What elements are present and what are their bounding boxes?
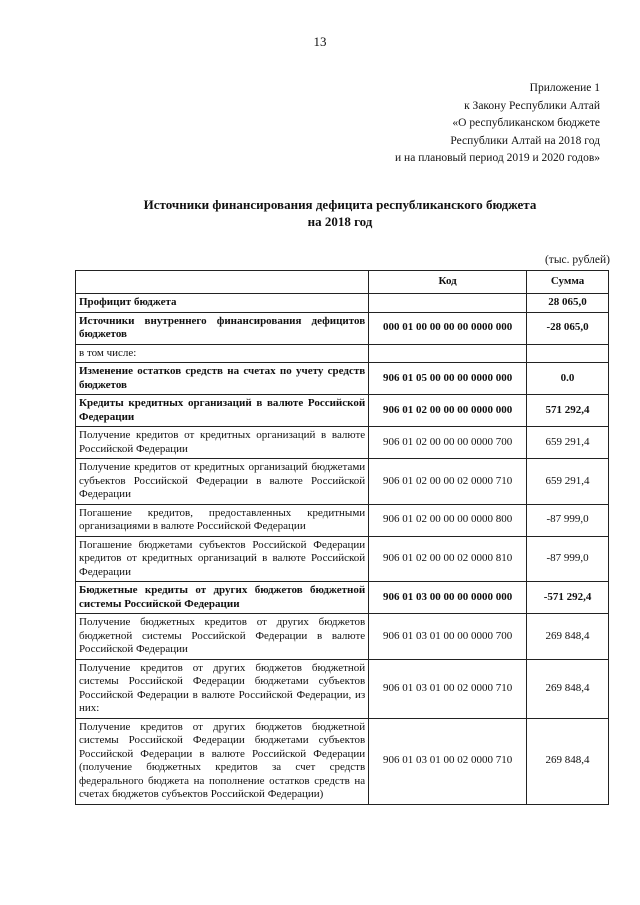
appendix-line: и на плановый период 2019 и 2020 годов»: [395, 152, 600, 164]
row-name-cell: Источники внутреннего финансирования дефицитов бюджетов: [76, 312, 369, 344]
table-row: [76, 459, 609, 505]
row-name-cell: Получение кредитов от кредитных организаций бюджетами субъектов Российской Федерации в валюте Российской Федерации: [76, 459, 369, 505]
row-code-cell: 906 01 03 01 00 02 0000 710: [369, 659, 527, 718]
row-name-cell: Получение кредитов от других бюджетов бюджетной системы Российской Федерации бюджетами субъектов Российской Федерации в валюте Российской Федерации, из них:: [76, 659, 369, 718]
row-sum-cell: 269 848,4: [527, 614, 609, 660]
row-name-cell: Погашение кредитов, предоставленных кредитными организациями в валюте Российской Федерации: [76, 504, 369, 536]
row-sum-cell: 269 848,4: [527, 718, 609, 804]
table-row: [76, 395, 609, 427]
table-row: [76, 536, 609, 582]
row-code-cell: [369, 344, 527, 363]
row-sum-cell: [527, 344, 609, 363]
row-name-cell: Изменение остатков средств на счетах по учету средств бюджетов: [76, 363, 369, 395]
row-sum-cell: 0.0: [527, 363, 609, 395]
table-row: [76, 659, 609, 718]
table-row: [76, 312, 609, 344]
row-code-cell: 906 01 05 00 00 00 0000 000: [369, 363, 527, 395]
appendix-line: «О республиканском бюджете: [452, 117, 600, 129]
table-row: [76, 718, 609, 804]
row-sum-cell: 571 292,4: [527, 395, 609, 427]
row-name-cell: Получение кредитов от других бюджетов бюджетной системы Российской Федерации бюджетами субъектов Российской Федерации в валюте Российской Федерации (получение бюджетных кредитов за счет средств федерального бюджета на пополнение остатков средств на счетах бюджетов субъектов Российской Федерации): [76, 718, 369, 804]
appendix-line: к Закону Республики Алтай: [464, 99, 600, 112]
budget-sources-table: [75, 270, 609, 805]
table-row: [76, 363, 609, 395]
row-name-cell: Бюджетные кредиты от других бюджетов бюджетной системы Российской Федерации: [76, 582, 369, 614]
header-sum: Сумма: [527, 271, 609, 294]
row-code-cell: [369, 294, 527, 313]
row-sum-cell: 28 065,0: [527, 294, 609, 313]
row-code-cell: 906 01 02 00 00 00 0000 700: [369, 427, 527, 459]
row-name-cell: Кредиты кредитных организаций в валюте Российской Федерации: [76, 395, 369, 427]
row-code-cell: 906 01 02 00 00 00 0000 800: [369, 504, 527, 536]
title-line-2: на 2018 год: [307, 214, 373, 229]
table-row: [76, 294, 609, 313]
title-line-1: Источники финансирования дефицита республиканского бюджета: [143, 197, 537, 212]
row-sum-cell: 659 291,4: [527, 459, 609, 505]
header-code: Код: [369, 271, 527, 294]
appendix-line: Республики Алтай на 2018 год: [450, 134, 600, 147]
row-sum-cell: -87 999,0: [527, 536, 609, 582]
row-sum-cell: 269 848,4: [527, 659, 609, 718]
row-name-cell: Профицит бюджета: [76, 294, 369, 313]
row-sum-cell: -571 292,4: [527, 582, 609, 614]
row-code-cell: 906 01 03 01 00 00 0000 700: [369, 614, 527, 660]
page-number: 13: [313, 34, 327, 49]
row-code-cell: 906 01 03 00 00 00 0000 000: [369, 582, 527, 614]
row-name-cell: в том числе:: [76, 344, 369, 363]
table-body: [76, 294, 609, 805]
row-name-cell: Погашение бюджетами субъектов Российской Федерации кредитов от кредитных организаций в валюте Российской Федерации: [76, 536, 369, 582]
row-code-cell: 906 01 02 00 00 02 0000 810: [369, 536, 527, 582]
row-code-cell: 906 01 02 00 00 02 0000 710: [369, 459, 527, 505]
appendix-header: [395, 80, 600, 168]
header-name: [76, 271, 369, 294]
table-row: [76, 582, 609, 614]
row-name-cell: Получение бюджетных кредитов от других бюджетов бюджетной системы Российской Федерации в валюте Российской Федерации: [76, 614, 369, 660]
table-row: [76, 427, 609, 459]
row-code-cell: 906 01 03 01 00 02 0000 710: [369, 718, 527, 804]
table-row: [76, 344, 609, 363]
row-sum-cell: -28 065,0: [527, 312, 609, 344]
row-sum-cell: -87 999,0: [527, 504, 609, 536]
row-code-cell: 000 01 00 00 00 00 0000 000: [369, 312, 527, 344]
row-code-cell: 906 01 02 00 00 00 0000 000: [369, 395, 527, 427]
row-sum-cell: 659 291,4: [527, 427, 609, 459]
appendix-line: Приложение 1: [529, 82, 600, 94]
table-row: [76, 614, 609, 660]
row-name-cell: Получение кредитов от кредитных организаций в валюте Российской Федерации: [76, 427, 369, 459]
units-label: (тыс. рублей): [544, 254, 610, 266]
table-row: [76, 504, 609, 536]
table-header-row: [76, 271, 609, 294]
document-title: [70, 196, 610, 230]
